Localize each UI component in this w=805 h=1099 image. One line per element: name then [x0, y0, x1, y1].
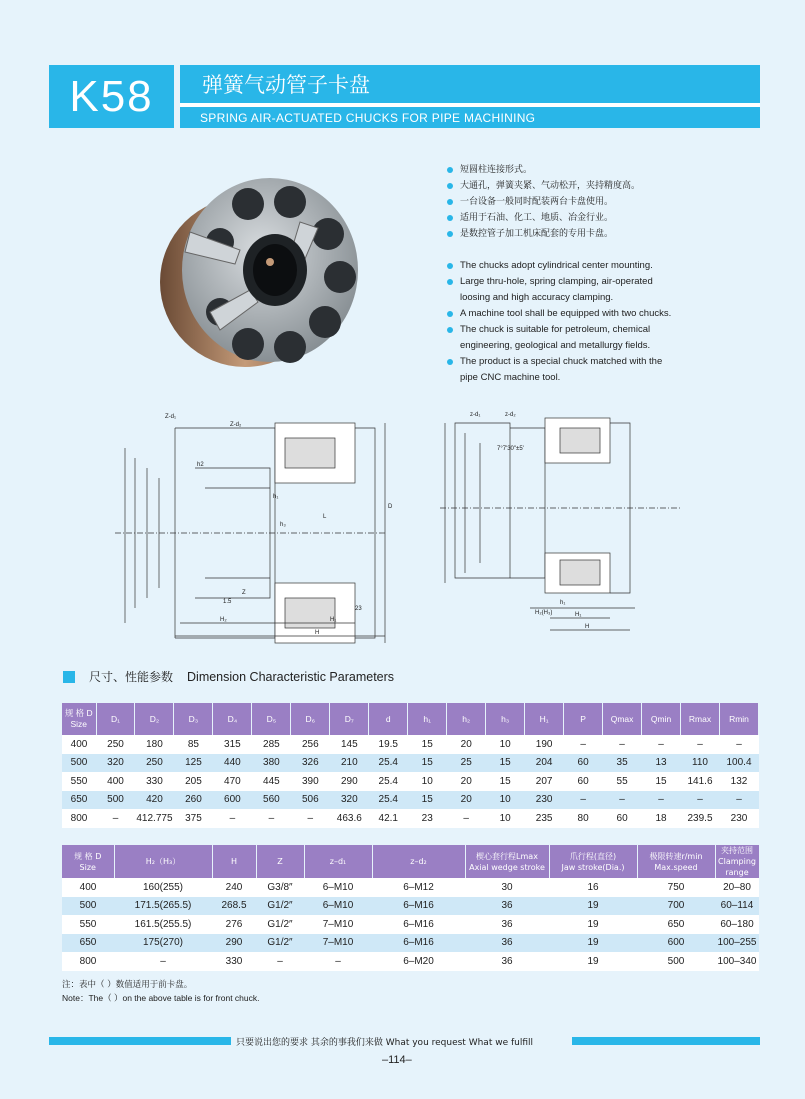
- cell-size: 800: [62, 809, 96, 828]
- footer-slogan: 只要说出您的要求 其余的事我们来做 What you request What we fulfill: [236, 1038, 534, 1048]
- table-cell: 330: [135, 772, 174, 791]
- drawing-label: Z-d₂: [230, 422, 242, 428]
- col-header: H: [212, 845, 256, 878]
- col-header: [549, 845, 637, 878]
- drawing-label: D: [388, 504, 393, 510]
- table-cell: 15: [486, 754, 525, 773]
- table-cell: 60: [603, 809, 642, 828]
- table-cell: 235: [525, 809, 564, 828]
- col-header: [715, 845, 759, 878]
- cell-size: 400: [62, 735, 96, 754]
- feature-cn: 大通孔，弹簧夹紧、气动松开，夹持精度高。: [445, 178, 675, 194]
- section-title-en: Dimension Characteristic Parameters: [187, 669, 395, 684]
- table-cell: 100–255: [715, 934, 759, 953]
- table-cell: 15: [642, 772, 681, 791]
- table-cell: 36: [465, 952, 549, 971]
- dimension-table-body: [62, 735, 759, 828]
- table-cell: –: [252, 809, 291, 828]
- table-cell: –: [291, 809, 330, 828]
- table-cell: 30: [465, 878, 549, 897]
- table-cell: 315: [213, 735, 252, 754]
- drawing-label: H₁: [330, 617, 337, 623]
- table-cell: 260: [174, 791, 213, 810]
- table-cell: 25.4: [369, 754, 408, 773]
- table-cell: 250: [135, 754, 174, 773]
- col-header: h₃: [486, 703, 525, 735]
- table-cell: G1/2″: [256, 915, 304, 934]
- table-cell: 400: [96, 772, 135, 791]
- table-cell: 190: [525, 735, 564, 754]
- table-cell: 560: [252, 791, 291, 810]
- table-header-row: [62, 845, 759, 878]
- header-cn: 爪行程(直径): [569, 851, 617, 861]
- col-header: Z: [256, 845, 304, 878]
- table-cell: 440: [213, 754, 252, 773]
- drawing-label: L: [323, 514, 327, 520]
- table-cell: –: [642, 791, 681, 810]
- table-cell: 23: [408, 809, 447, 828]
- table-cell: 207: [525, 772, 564, 791]
- feature-en: A machine tool shall be equipped with two chucks.: [445, 306, 675, 322]
- feature-list: [445, 162, 675, 386]
- col-header: h₁: [408, 703, 447, 735]
- header-cn: 夹持范围: [721, 846, 753, 855]
- col-header: D₅: [252, 703, 291, 735]
- table-cell: –: [114, 952, 212, 971]
- table-cell: 55: [603, 772, 642, 791]
- table-cell: –: [603, 791, 642, 810]
- header-cn: 楔心套行程Lmax: [476, 851, 538, 861]
- header-en: Axial wedge stroke: [469, 862, 545, 872]
- drawing-label: h₃: [280, 522, 286, 528]
- drawing-label: h2: [197, 462, 204, 468]
- col-header: Qmax: [603, 703, 642, 735]
- table-cell: 6–M16: [372, 915, 465, 934]
- table-cell: 6–M16: [372, 934, 465, 953]
- table-cell: 141.6: [681, 772, 720, 791]
- table-cell: 210: [330, 754, 369, 773]
- table-row: [62, 878, 759, 897]
- table-cell: 35: [603, 754, 642, 773]
- table-cell: 10: [486, 791, 525, 810]
- table-cell: 250: [96, 735, 135, 754]
- table-cell: 6–M16: [372, 897, 465, 916]
- table-cell: 6–M10: [304, 897, 372, 916]
- table-cell: 500: [96, 791, 135, 810]
- table-cell: 60: [564, 772, 603, 791]
- table-cell: –: [681, 735, 720, 754]
- drawing-label: 7°7'30"±5': [497, 446, 524, 452]
- col-header: Qmin: [642, 703, 681, 735]
- table-cell: 205: [174, 772, 213, 791]
- table-cell: 160(255): [114, 878, 212, 897]
- table-cell: 375: [174, 809, 213, 828]
- section-heading: [63, 668, 394, 685]
- performance-table: [62, 845, 760, 971]
- table-cell: 10: [486, 735, 525, 754]
- table-cell: 320: [330, 791, 369, 810]
- table-cell: 175(270): [114, 934, 212, 953]
- table-cell: 700: [637, 897, 715, 916]
- table-cell: 506: [291, 791, 330, 810]
- table-cell: 239.5: [681, 809, 720, 828]
- drawing-label: z-d₁: [470, 412, 481, 418]
- table-cell: –: [720, 791, 759, 810]
- table-cell: 18: [642, 809, 681, 828]
- table-cell: 100–340: [715, 952, 759, 971]
- table-header-row: [62, 703, 759, 735]
- size-label-cn: 规 格 D: [64, 708, 93, 718]
- drawing-label: H₁: [575, 612, 582, 618]
- table-cell: 15: [408, 791, 447, 810]
- footer-bar-left: [49, 1037, 231, 1045]
- table-cell: 290: [212, 934, 256, 953]
- drawing-label: h₁: [273, 494, 279, 500]
- product-code: K58: [49, 65, 174, 128]
- footer-bar-right: [572, 1037, 760, 1045]
- table-cell: 80: [564, 809, 603, 828]
- table-cell: 132: [720, 772, 759, 791]
- table-cell: 7–M10: [304, 915, 372, 934]
- table-cell: 268.5: [212, 897, 256, 916]
- table-cell: 285: [252, 735, 291, 754]
- size-label-en: Size: [79, 862, 96, 872]
- performance-table-body: [62, 878, 759, 971]
- section-title-cn: 尺寸、性能参数: [89, 670, 174, 684]
- col-header: Rmax: [681, 703, 720, 735]
- table-cell: 36: [465, 934, 549, 953]
- col-header: [637, 845, 715, 878]
- table-cell: 7–M10: [304, 934, 372, 953]
- table-cell: 15: [486, 772, 525, 791]
- table-cell: 19: [549, 934, 637, 953]
- table-cell: 380: [252, 754, 291, 773]
- table-cell: 230: [720, 809, 759, 828]
- drawing-label: Z-d₁: [165, 414, 177, 420]
- cell-size: 650: [62, 934, 114, 953]
- table-cell: 13: [642, 754, 681, 773]
- table-cell: 16: [549, 878, 637, 897]
- feature-cn: 短圆柱连接形式。: [445, 162, 675, 178]
- feature-cn: 一台设备一般同时配装两台卡盘使用。: [445, 194, 675, 210]
- table-cell: 320: [96, 754, 135, 773]
- table-cell: 463.6: [330, 809, 369, 828]
- drawing-label: 23: [355, 606, 362, 612]
- table-cell: 6–M10: [304, 878, 372, 897]
- drawing-label: H₂: [220, 617, 227, 623]
- table-cell: 161.5(255.5): [114, 915, 212, 934]
- table-cell: 600: [213, 791, 252, 810]
- cell-size: 550: [62, 915, 114, 934]
- table-cell: 6–M12: [372, 878, 465, 897]
- table-cell: 412.775: [135, 809, 174, 828]
- section-drawing-front: [105, 408, 395, 648]
- feature-list-english: [445, 258, 675, 386]
- col-header: D₁: [96, 703, 135, 735]
- table-cell: 445: [252, 772, 291, 791]
- table-cell: 10: [408, 772, 447, 791]
- col-header: z–d₂: [372, 845, 465, 878]
- table-cell: 60–114: [715, 897, 759, 916]
- table-cell: –: [681, 791, 720, 810]
- col-size: [62, 703, 96, 735]
- drawing-label: h₁: [560, 600, 566, 606]
- table-cell: 19.5: [369, 735, 408, 754]
- table-cell: 500: [637, 952, 715, 971]
- table-cell: 25: [447, 754, 486, 773]
- col-header: D₄: [213, 703, 252, 735]
- table-cell: 290: [330, 772, 369, 791]
- table-cell: –: [304, 952, 372, 971]
- table-cell: 19: [549, 897, 637, 916]
- table-cell: 470: [213, 772, 252, 791]
- feature-cn: 适用于石油、化工、地质、冶金行业。: [445, 210, 675, 226]
- table-cell: 204: [525, 754, 564, 773]
- table-cell: 36: [465, 897, 549, 916]
- table-cell: 15: [408, 735, 447, 754]
- table-cell: 110: [681, 754, 720, 773]
- col-header: D₆: [291, 703, 330, 735]
- drawing-label: z-d₂: [505, 412, 516, 418]
- table-cell: –: [564, 791, 603, 810]
- table-cell: –: [564, 735, 603, 754]
- col-header: H₂（H₃）: [114, 845, 212, 878]
- table-cell: 6–M20: [372, 952, 465, 971]
- col-header: d: [369, 703, 408, 735]
- col-header: D₂: [135, 703, 174, 735]
- feature-en: The chuck is suitable for petroleum, chemical engineering, geological and metallurgy fields.: [445, 322, 675, 354]
- table-cell: –: [603, 735, 642, 754]
- table-cell: 276: [212, 915, 256, 934]
- section-drawing-rear: [435, 408, 685, 648]
- table-cell: 230: [525, 791, 564, 810]
- section-marker: [63, 671, 75, 683]
- table-cell: G1/2″: [256, 934, 304, 953]
- table-cell: 10: [486, 809, 525, 828]
- table-cell: 20: [447, 772, 486, 791]
- table-row: [62, 809, 759, 828]
- col-header: h₂: [447, 703, 486, 735]
- table-cell: 60–180: [715, 915, 759, 934]
- col-header: D₇: [330, 703, 369, 735]
- table-cell: –: [447, 809, 486, 828]
- header-en: Jaw stroke(Dia.): [561, 862, 625, 872]
- table-cell: 20–80: [715, 878, 759, 897]
- cell-size: 650: [62, 791, 96, 810]
- table-cell: 171.5(265.5): [114, 897, 212, 916]
- table-cell: G1/2″: [256, 897, 304, 916]
- table-cell: 25.4: [369, 791, 408, 810]
- col-header: P: [564, 703, 603, 735]
- chuck-photo: [150, 162, 365, 377]
- table-cell: 330: [212, 952, 256, 971]
- title-english: SPRING AIR-ACTUATED CHUCKS FOR PIPE MACHINING: [180, 107, 760, 128]
- dimension-table: [62, 703, 759, 828]
- table-cell: –: [96, 809, 135, 828]
- note-english: Note：The（ ）on the above table is for front chuck.: [62, 993, 260, 1003]
- header-cn: 极限转速r/min: [649, 851, 703, 861]
- table-cell: 42.1: [369, 809, 408, 828]
- table-cell: 15: [408, 754, 447, 773]
- table-row: [62, 934, 759, 953]
- table-row: [62, 735, 759, 754]
- col-header: D₃: [174, 703, 213, 735]
- table-row: [62, 915, 759, 934]
- feature-list-chinese: [445, 162, 675, 242]
- table-row: [62, 772, 759, 791]
- table-cell: 180: [135, 735, 174, 754]
- table-cell: –: [213, 809, 252, 828]
- table-row: [62, 952, 759, 971]
- table-cell: 600: [637, 934, 715, 953]
- table-cell: –: [720, 735, 759, 754]
- note-chinese: 注：表中（ ）数值适用于前卡盘。: [62, 980, 193, 990]
- cell-size: 800: [62, 952, 114, 971]
- cell-size: 500: [62, 897, 114, 916]
- drawing-label: Z: [242, 590, 246, 596]
- table-cell: 36: [465, 915, 549, 934]
- feature-cn: 是数控管子加工机床配套的专用卡盘。: [445, 226, 675, 242]
- drawing-label: H₂(H₃): [535, 610, 553, 616]
- table-row: [62, 791, 759, 810]
- table-cell: 60: [564, 754, 603, 773]
- table-cell: 390: [291, 772, 330, 791]
- drawing-label: 1.5: [223, 599, 232, 605]
- table-cell: 326: [291, 754, 330, 773]
- table-row: [62, 754, 759, 773]
- cell-size: 400: [62, 878, 114, 897]
- table-cell: 240: [212, 878, 256, 897]
- table-cell: 256: [291, 735, 330, 754]
- feature-en: Large thru-hole, spring clamping, air-operated loosing and high accuracy clamping.: [445, 274, 675, 306]
- col-size: [62, 845, 114, 878]
- table-row: [62, 897, 759, 916]
- table-cell: 20: [447, 791, 486, 810]
- feature-en: The product is a special chuck matched with the pipe CNC machine tool.: [445, 354, 675, 386]
- title-chinese: 弹簧气动管子卡盘: [180, 65, 760, 103]
- page-number: –114–: [382, 1054, 412, 1066]
- drawing-label: H: [585, 624, 590, 630]
- col-header: H₁: [525, 703, 564, 735]
- header-en: Clamping range: [718, 857, 756, 877]
- table-cell: –: [256, 952, 304, 971]
- feature-en: The chucks adopt cylindrical center mounting.: [445, 258, 675, 274]
- table-cell: 145: [330, 735, 369, 754]
- table-cell: 125: [174, 754, 213, 773]
- table-cell: 20: [447, 735, 486, 754]
- table-cell: 100.4: [720, 754, 759, 773]
- table-cell: 25.4: [369, 772, 408, 791]
- table-cell: –: [642, 735, 681, 754]
- table-cell: 420: [135, 791, 174, 810]
- col-header: Rmin: [720, 703, 759, 735]
- cell-size: 550: [62, 772, 96, 791]
- table-cell: 85: [174, 735, 213, 754]
- table-cell: 750: [637, 878, 715, 897]
- cell-size: 500: [62, 754, 96, 773]
- table-cell: 650: [637, 915, 715, 934]
- table-cell: G3/8″: [256, 878, 304, 897]
- table-cell: 19: [549, 915, 637, 934]
- col-header: [465, 845, 549, 878]
- col-header: z–d₁: [304, 845, 372, 878]
- size-label-en: Size: [70, 719, 88, 729]
- size-label-cn: 规 格 D: [74, 851, 102, 861]
- table-cell: 19: [549, 952, 637, 971]
- header-en: Max.speed: [654, 862, 698, 872]
- drawing-label: H: [315, 630, 320, 636]
